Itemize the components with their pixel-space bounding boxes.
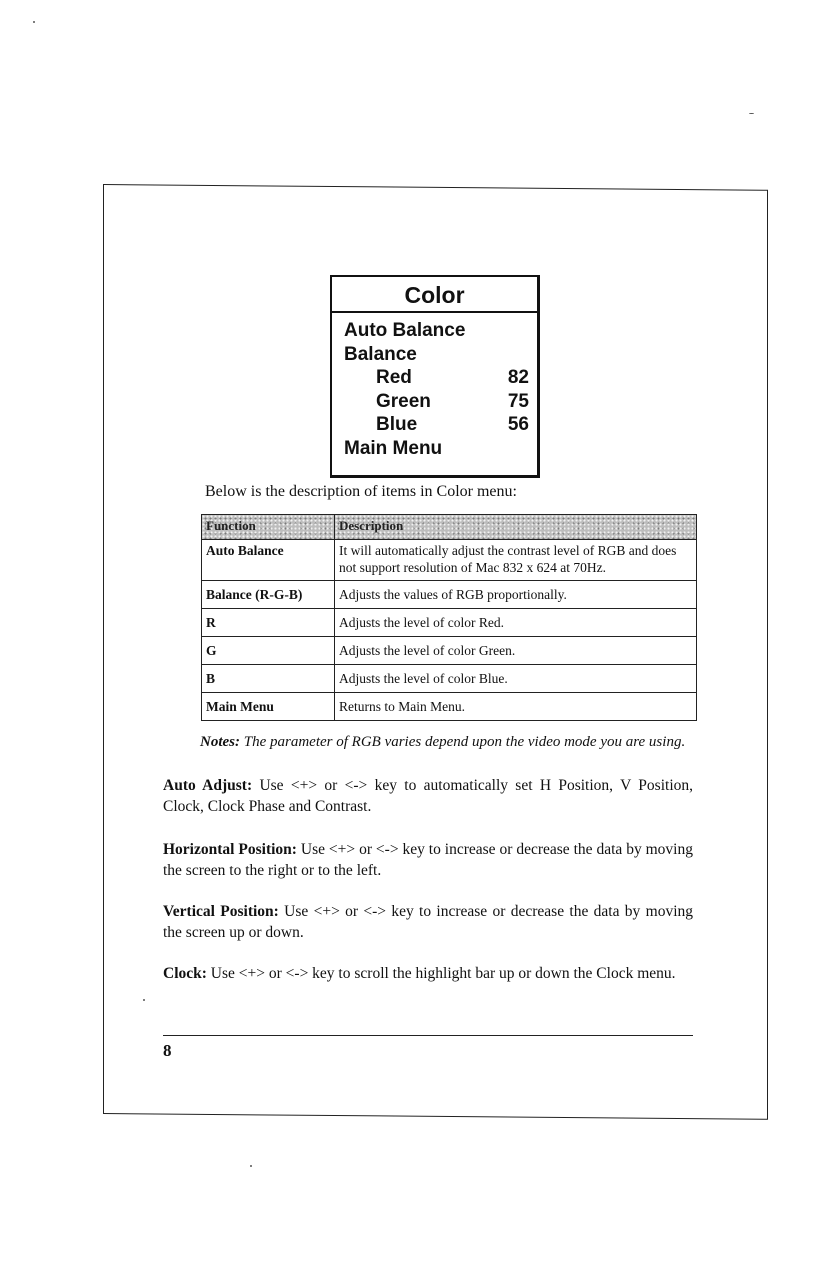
osd-item-label: Auto Balance <box>344 320 466 341</box>
table-cell-description: Returns to Main Menu. <box>335 693 697 721</box>
osd-item-auto-balance <box>344 319 529 343</box>
scan-speck <box>250 1165 252 1167</box>
table-header-row <box>202 515 697 540</box>
section-label: Vertical Position: <box>163 903 279 920</box>
section-horizontal-position <box>163 839 693 881</box>
osd-item-blue <box>344 413 529 437</box>
page-number: 8 <box>163 1041 172 1060</box>
color-menu-table <box>201 514 697 721</box>
table-cell-function: G <box>202 637 335 665</box>
table-cell-description: Adjusts the level of color Red. <box>335 609 697 637</box>
table-cell-description: Adjusts the values of RGB proportionally. <box>335 581 697 609</box>
table-header-function: Function <box>202 515 335 540</box>
table-cell-description: It will automatically adjust the contrast level of RGB and does not support resolution of Mac 832 x 624 at 70Hz. <box>335 540 697 581</box>
osd-color-menu <box>330 275 540 478</box>
section-text: Use <+> or <-> key to scroll the highlight bar up or down the Clock menu. <box>210 965 676 982</box>
table-row <box>202 637 697 665</box>
notes-label: Notes: <box>200 734 240 750</box>
section-auto-adjust <box>163 775 693 817</box>
table-row <box>202 609 697 637</box>
section-text: Use <+> or <-> key to automatically set H Position, V Position, Clock, Clock Phase and Contrast. <box>163 777 693 815</box>
osd-item-label: Blue <box>376 414 418 435</box>
osd-item-balance <box>344 343 529 367</box>
table-row <box>202 581 697 609</box>
table-row <box>202 540 697 581</box>
section-text: Use <+> or <-> key to increase or decrease the data by moving the screen up or down. <box>163 903 693 941</box>
osd-item-value: 82 <box>507 367 529 388</box>
section-vertical-position <box>163 901 693 943</box>
section-clock <box>163 963 693 984</box>
notes-paragraph <box>200 733 695 752</box>
scan-speck <box>33 21 35 23</box>
table-cell-function: Auto Balance <box>202 540 335 581</box>
table-cell-function: R <box>202 609 335 637</box>
table-row <box>202 693 697 721</box>
table-header-description: Description <box>335 515 697 540</box>
osd-item-red <box>344 366 529 390</box>
section-label: Clock: <box>163 965 207 982</box>
osd-item-main-menu <box>344 437 529 461</box>
osd-item-label: Main Menu <box>344 437 443 459</box>
table-cell-function: Main Menu <box>202 693 335 721</box>
table-cell-function: B <box>202 665 335 693</box>
table-cell-description: Adjusts the level of color Blue. <box>335 665 697 693</box>
osd-item-green <box>344 390 529 414</box>
table-cell-function: Balance (R-G-B) <box>202 581 335 609</box>
osd-item-label: Red <box>376 367 412 388</box>
osd-item-value: 56 <box>507 414 529 435</box>
section-text: Use <+> or <-> key to increase or decrease the data by moving the screen to the right or to the left. <box>163 841 693 879</box>
osd-item-label: Green <box>376 390 431 412</box>
osd-item-label: Balance <box>344 343 417 365</box>
table-cell-description: Adjusts the level of color Green. <box>335 637 697 665</box>
section-label: Auto Adjust: <box>163 777 253 794</box>
footer-divider <box>163 1035 693 1036</box>
table-row <box>202 665 697 693</box>
osd-menu-items <box>332 313 537 460</box>
osd-item-value: 75 <box>507 390 529 412</box>
notes-text: The parameter of RGB varies depend upon the video mode you are using. <box>243 734 686 750</box>
scan-speck <box>749 113 754 114</box>
section-label: Horizontal Position: <box>163 841 297 858</box>
osd-menu-title: Color <box>332 277 537 313</box>
intro-text: Below is the description of items in Color menu: <box>205 483 517 500</box>
